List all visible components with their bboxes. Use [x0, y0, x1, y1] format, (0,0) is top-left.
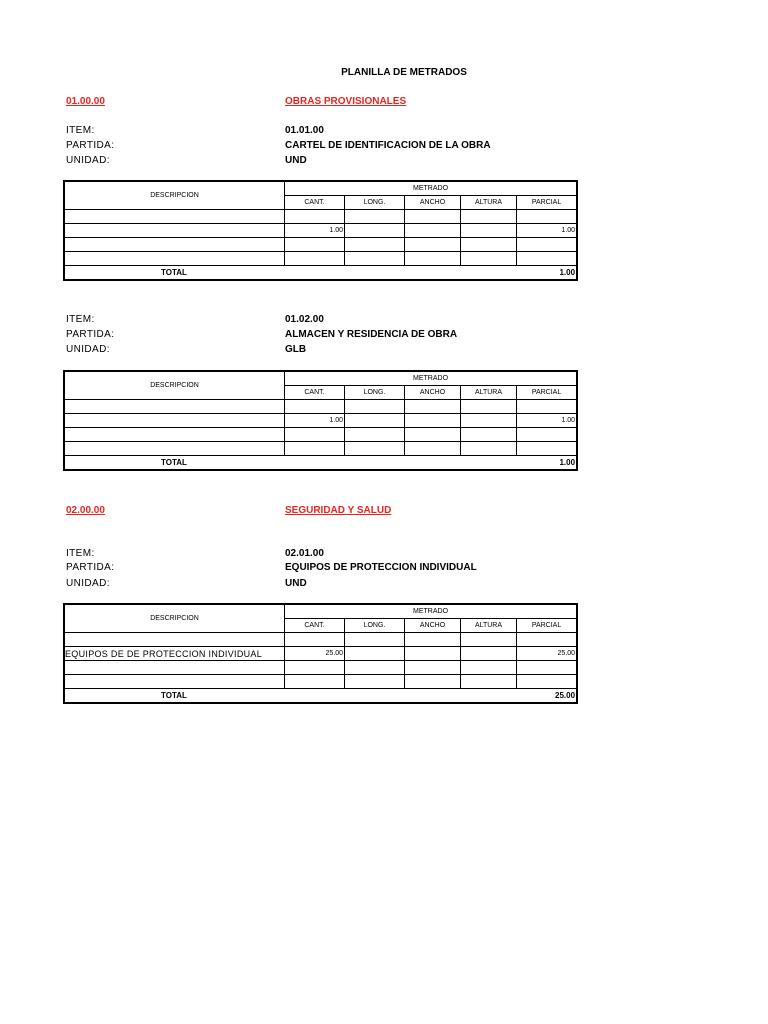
row-cant: 25.00: [285, 647, 345, 661]
ancho-header: ANCHO: [405, 386, 461, 400]
row-descripcion: [65, 400, 285, 414]
unidad-value: UND: [285, 578, 307, 589]
row-parcial: [517, 675, 577, 689]
row-cant: [285, 661, 345, 675]
table-row: [65, 675, 577, 689]
total-label: TOTAL: [65, 456, 285, 470]
table-row: [65, 428, 577, 442]
section-code: 02.00.00: [66, 505, 105, 516]
cant-header: CANT.: [285, 196, 345, 210]
cant-header: CANT.: [285, 386, 345, 400]
row-descripcion: [65, 661, 285, 675]
partida-label: PARTIDA:: [66, 140, 115, 151]
altura-header: ALTURA: [461, 196, 517, 210]
table-row: [65, 400, 577, 414]
page-title: PLANILLA DE METRADOS: [341, 67, 467, 78]
descripcion-header: DESCRIPCION: [65, 182, 285, 210]
row-parcial: [517, 238, 577, 252]
section-code: 01.00.00: [66, 96, 105, 107]
row-parcial: [517, 400, 577, 414]
unidad-label: UNIDAD:: [66, 155, 110, 166]
row-cant: [285, 442, 345, 456]
metrado-header: METRADO: [285, 182, 577, 196]
partida-value: ALMACEN Y RESIDENCIA DE OBRA: [285, 329, 458, 340]
row-parcial: [517, 633, 577, 647]
row-parcial: [517, 428, 577, 442]
row-cant: [285, 238, 345, 252]
item-label: ITEM:: [66, 125, 95, 136]
row-parcial: [517, 252, 577, 266]
metrado-header: METRADO: [285, 605, 577, 619]
row-parcial: 25.00: [517, 647, 577, 661]
table-row: [65, 633, 577, 647]
row-cant: [285, 428, 345, 442]
total-value: 1.00: [517, 266, 577, 280]
row-descripcion: [65, 414, 285, 428]
row-cant: [285, 210, 345, 224]
row-parcial: [517, 661, 577, 675]
row-cant: 1.00: [285, 414, 345, 428]
metrado-table: [64, 371, 577, 470]
item-value: 02.01.00: [285, 548, 324, 559]
row-parcial: [517, 442, 577, 456]
metrado-table: [64, 604, 577, 703]
partida-value: EQUIPOS DE PROTECCION INDIVIDUAL: [285, 562, 477, 573]
unidad-label: UNIDAD:: [66, 578, 110, 589]
partida-value: CARTEL DE IDENTIFICACION DE LA OBRA: [285, 140, 491, 151]
item-label: ITEM:: [66, 548, 95, 559]
long-header: LONG.: [345, 196, 405, 210]
descripcion-header: DESCRIPCION: [65, 372, 285, 400]
row-descripcion: [65, 675, 285, 689]
row-descripcion: [65, 224, 285, 238]
section-name: OBRAS PROVISIONALES: [285, 96, 407, 107]
row-descripcion: [65, 238, 285, 252]
section-name: SEGURIDAD Y SALUD: [285, 505, 392, 516]
ancho-header: ANCHO: [405, 619, 461, 633]
long-header: LONG.: [345, 619, 405, 633]
row-cant: [285, 252, 345, 266]
total-value: 25.00: [517, 689, 577, 703]
long-header: LONG.: [345, 386, 405, 400]
partida-label: PARTIDA:: [66, 329, 115, 340]
row-cant: [285, 400, 345, 414]
ancho-header: ANCHO: [405, 196, 461, 210]
altura-header: ALTURA: [461, 386, 517, 400]
total-value: 1.00: [517, 456, 577, 470]
unidad-value: UND: [285, 155, 307, 166]
row-parcial: 1.00: [517, 414, 577, 428]
table-row: [65, 661, 577, 675]
cant-header: CANT.: [285, 619, 345, 633]
row-cant: [285, 675, 345, 689]
item-label: ITEM:: [66, 314, 95, 325]
table-row: [65, 647, 577, 661]
total-label: TOTAL: [65, 266, 285, 280]
row-descripcion: [65, 633, 285, 647]
parcial-header: PARCIAL: [517, 386, 577, 400]
partida-label: PARTIDA:: [66, 562, 115, 573]
row-descripcion: [65, 210, 285, 224]
unidad-label: UNIDAD:: [66, 344, 110, 355]
row-descripcion: [65, 442, 285, 456]
table-row: [65, 442, 577, 456]
row-parcial: 1.00: [517, 224, 577, 238]
total-row: [65, 456, 577, 470]
metrado-table: [64, 181, 577, 280]
total-row: [65, 266, 577, 280]
unidad-value: GLB: [285, 344, 307, 355]
table-row: [65, 414, 577, 428]
table-row: [65, 224, 577, 238]
row-cant: [285, 633, 345, 647]
row-parcial: [517, 210, 577, 224]
parcial-header: PARCIAL: [517, 619, 577, 633]
parcial-header: PARCIAL: [517, 196, 577, 210]
total-label: TOTAL: [65, 689, 285, 703]
altura-header: ALTURA: [461, 619, 517, 633]
descripcion-header: DESCRIPCION: [65, 605, 285, 633]
item-value: 01.01.00: [285, 125, 324, 136]
table-row: [65, 252, 577, 266]
total-row: [65, 689, 577, 703]
metrado-header: METRADO: [285, 372, 577, 386]
row-cant: 1.00: [285, 224, 345, 238]
row-descripcion: EQUIPOS DE DE PROTECCION INDIVIDUAL: [65, 647, 285, 661]
row-descripcion: [65, 252, 285, 266]
table-row: [65, 238, 577, 252]
table-row: [65, 210, 577, 224]
item-value: 01.02.00: [285, 314, 324, 325]
row-descripcion: [65, 428, 285, 442]
